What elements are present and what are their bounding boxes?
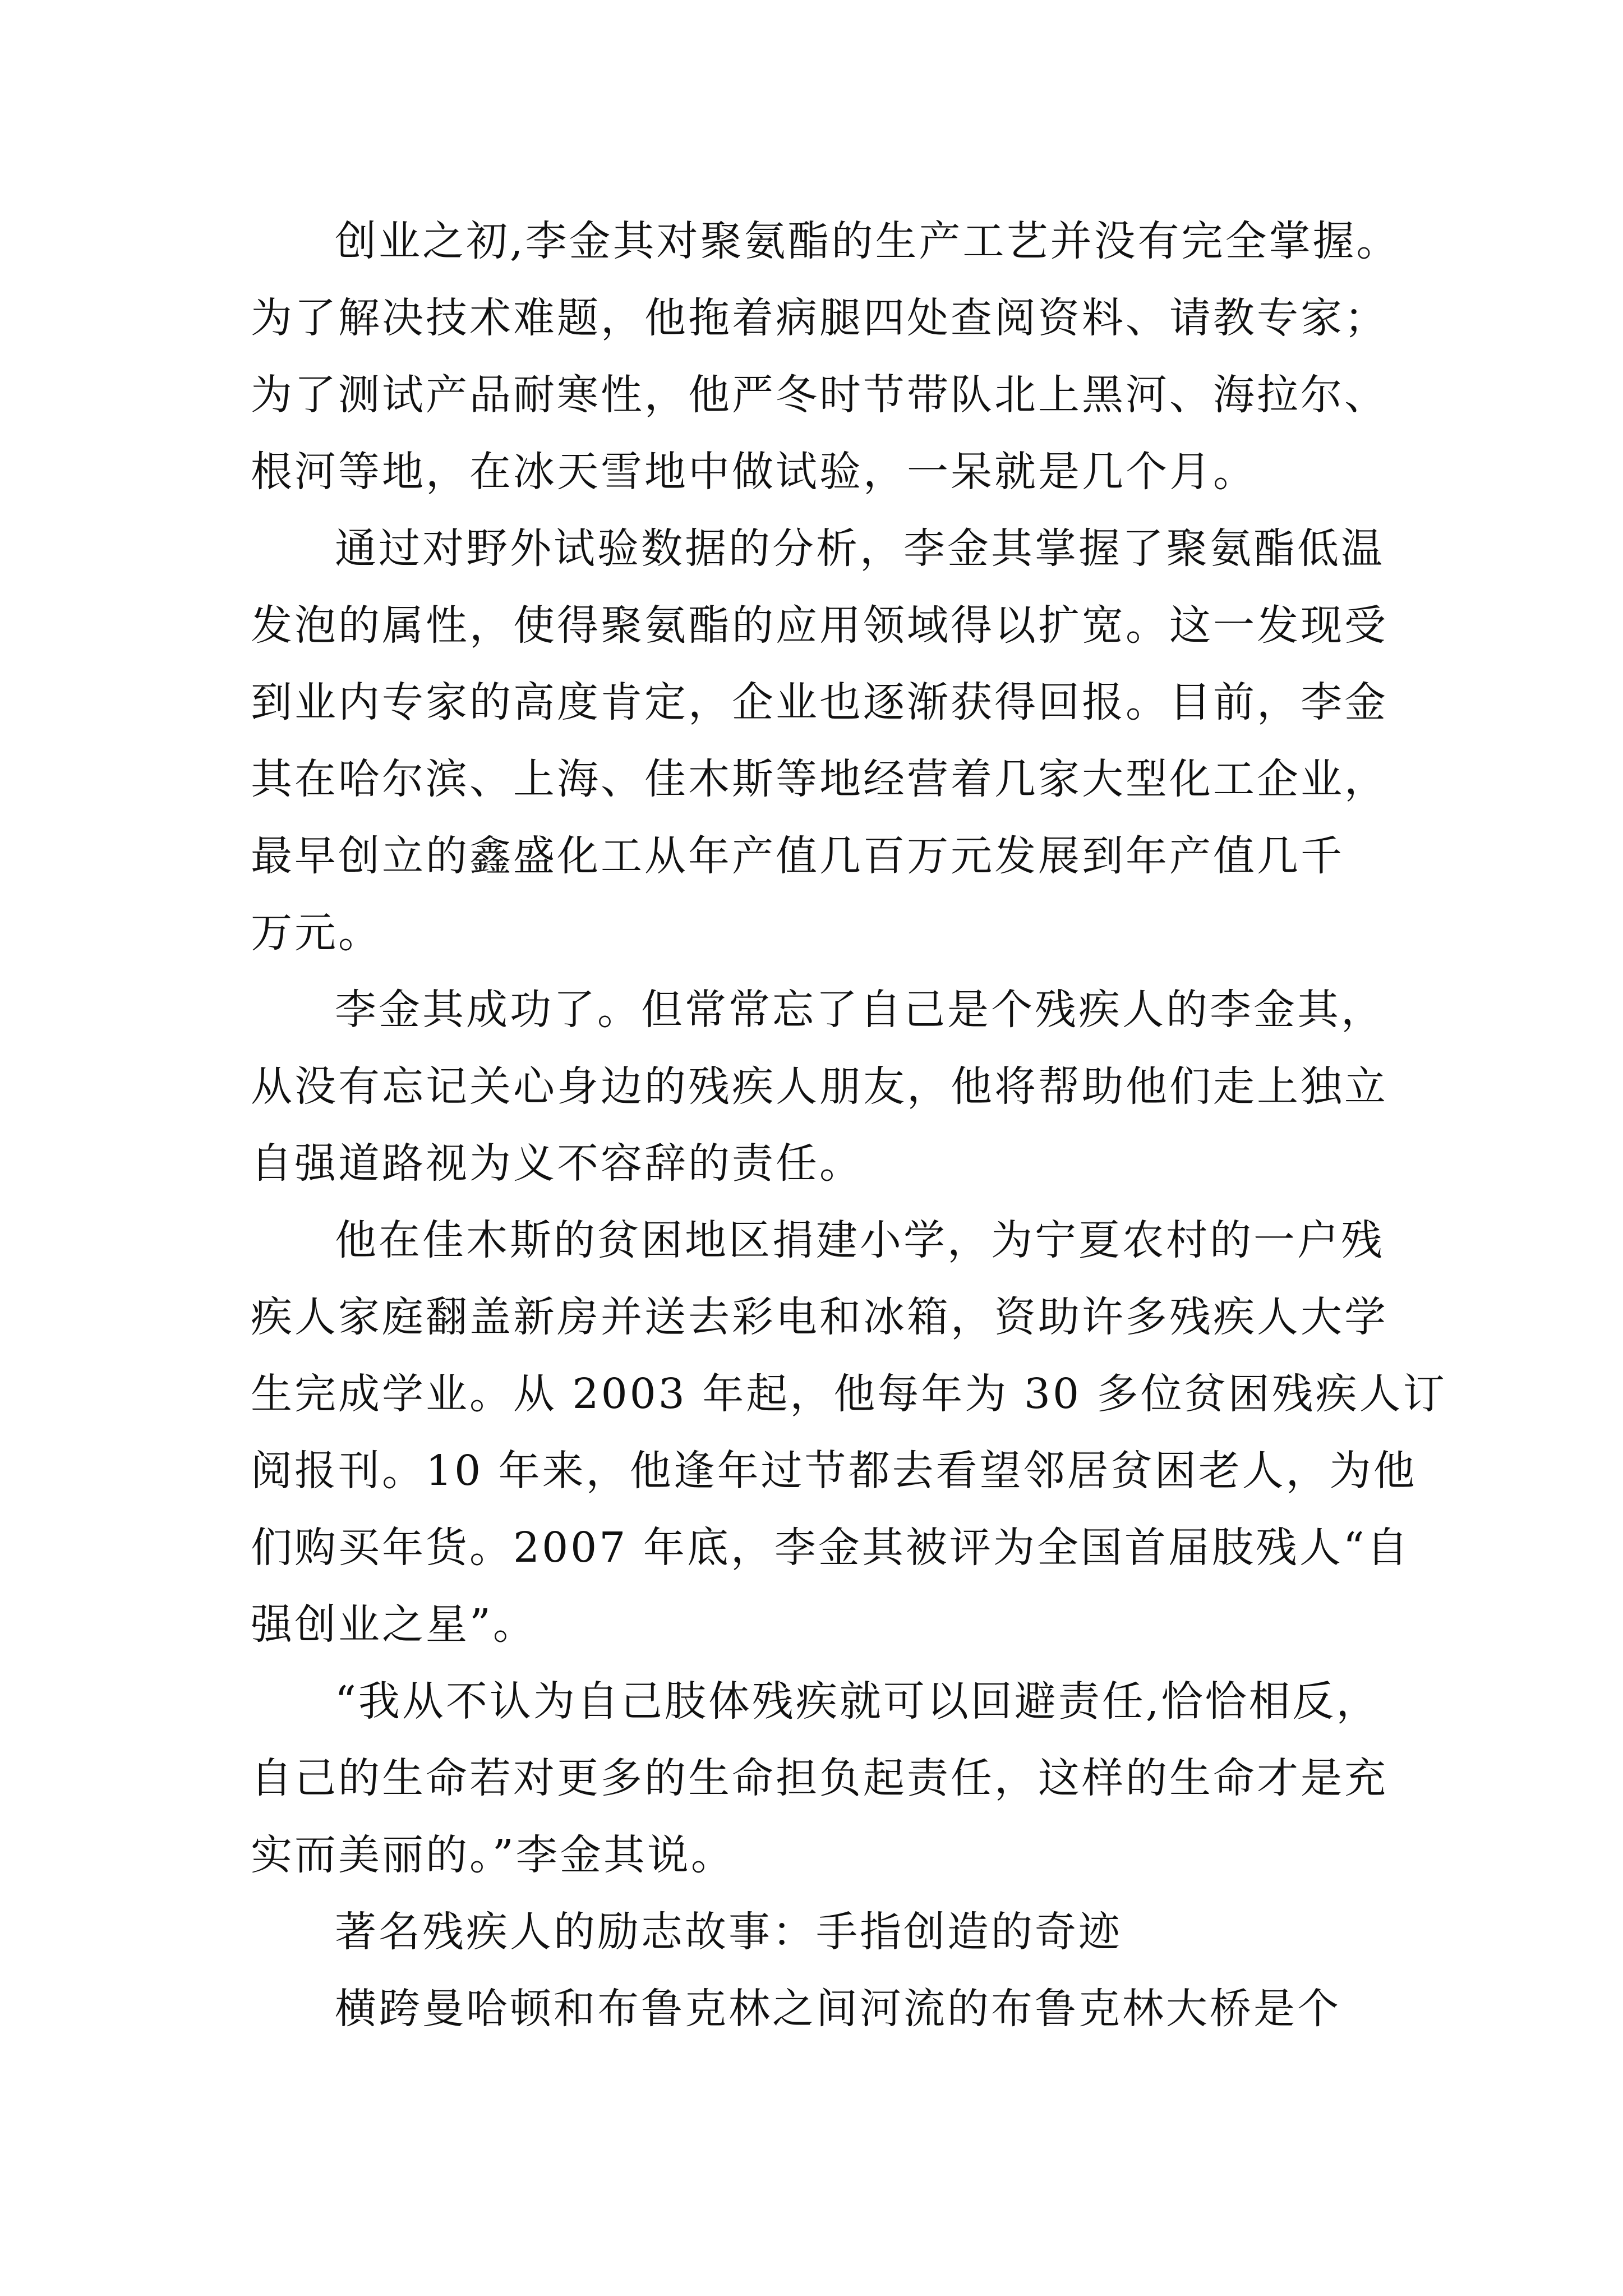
paragraph-5 [251, 1663, 1440, 1894]
text-line: 实而美丽的。”李金其说。 [251, 1831, 735, 1879]
text-line: 根河等地，在冰天雪地中做试验，一呆就是几个月。 [251, 448, 1257, 496]
text-line: 阅报刊。10 年来，他逢年过节都去看望邻居贫困老人，为他 [251, 1447, 1417, 1495]
text-line: 从没有忘记关心身边的残疾人朋友，他将帮助他们走上独立 [251, 1062, 1388, 1111]
text-line: “我从不认为自己肢体残疾就可以回避责任,恰恰相反， [335, 1677, 1380, 1726]
text-line: 横跨曼哈顿和布鲁克林之间河流的布鲁克林大桥是个 [335, 1985, 1341, 2033]
text-line: 其在哈尔滨、上海、佳木斯等地经营着几家大型化工企业， [251, 755, 1388, 803]
text-line: 创业之初,李金其对聚氨酯的生产工艺并没有完全掌握。 [335, 217, 1400, 265]
paragraph-2 [251, 510, 1440, 972]
paragraph-3 [251, 972, 1440, 1202]
text-line: 到业内专家的高度肯定，企业也逐渐获得回报。目前，李金 [251, 678, 1388, 726]
article-body [251, 203, 1447, 2047]
text-line: 发泡的属性，使得聚氨酯的应用领域得以扩宽。这一发现受 [251, 601, 1388, 650]
paragraph-4 [251, 1202, 1447, 1663]
text-line: 自强道路视为义不容辞的责任。 [251, 1139, 863, 1188]
text-line: 万元。 [251, 909, 382, 957]
text-line: 生完成学业。从 2003 年起，他每年为 30 多位贫困残疾人订 [251, 1370, 1447, 1418]
section-heading [251, 1894, 1440, 1971]
paragraph-7 [251, 1971, 1440, 2047]
text-line: 李金其成功了。但常常忘了自己是个残疾人的李金其， [335, 986, 1385, 1034]
text-line: 们购买年货。2007 年底，李金其被评为全国首届肢残人“自 [251, 1524, 1410, 1572]
paragraph-1 [251, 203, 1440, 510]
text-line: 疾人家庭翻盖新房并送去彩电和冰箱，资助许多残疾人大学 [251, 1293, 1388, 1341]
text-line: 最早创立的鑫盛化工从年产值几百万元发展到年产值几千 [251, 832, 1344, 880]
text-line: 著名残疾人的励志故事：手指创造的奇迹 [335, 1908, 1122, 1956]
text-line: 自己的生命若对更多的生命担负起责任，这样的生命才是充 [251, 1754, 1388, 1802]
text-line: 通过对野外试验数据的分析，李金其掌握了聚氨酯低温 [335, 524, 1385, 573]
text-line: 强创业之星”。 [251, 1600, 537, 1649]
text-line: 他在佳木斯的贫困地区捐建小学，为宁夏农村的一户残 [335, 1216, 1385, 1264]
text-line: 为了解决技术难题，他拖着病腿四处查阅资料、请教专家； [251, 294, 1388, 342]
text-line: 为了测试产品耐寒性，他严冬时节带队北上黑河、海拉尔、 [251, 371, 1388, 419]
